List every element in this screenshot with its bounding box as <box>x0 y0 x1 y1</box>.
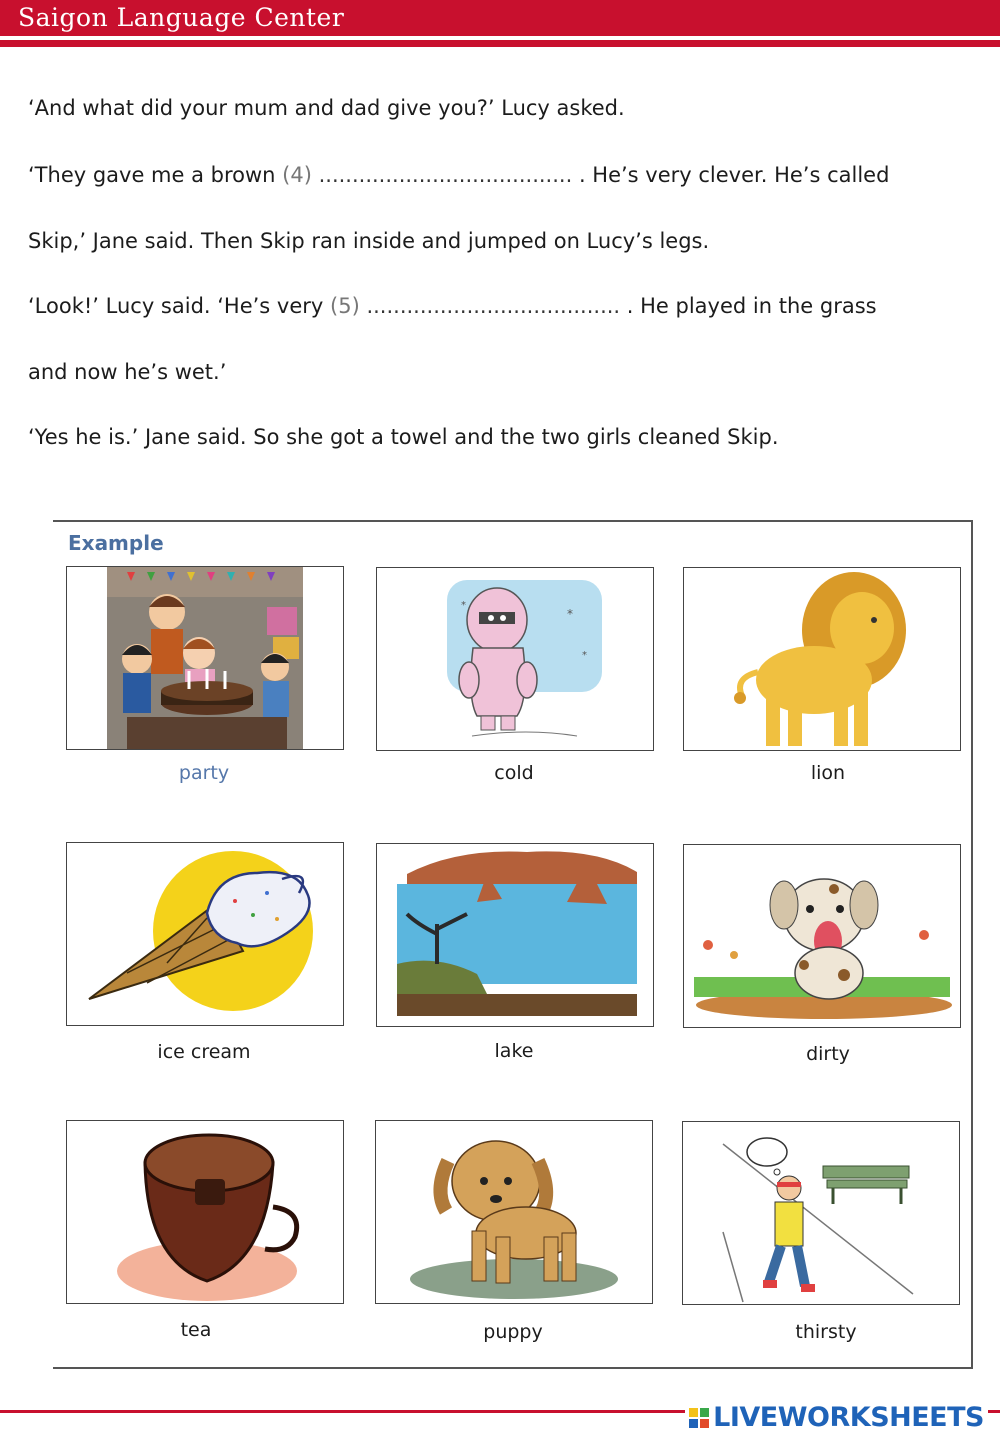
story-line-4 <box>28 294 877 318</box>
caption-cold: cold <box>494 762 534 784</box>
cold-picture <box>376 567 654 751</box>
puppy-picture <box>375 1120 653 1304</box>
ice-cream-illustration <box>67 843 343 1025</box>
story-line-1: ‘And what did your mum and dad give you?’ Lucy asked. <box>28 96 625 120</box>
caption-dirty: dirty <box>806 1043 850 1065</box>
party-illustration <box>67 567 343 749</box>
blank-4-number: (4) <box>282 163 312 187</box>
caption-party: party <box>178 762 230 784</box>
dirty-dog-illustration <box>684 845 960 1027</box>
story-line-6: ‘Yes he is.’ Jane said. So she got a towel and the two girls cleaned Skip. <box>28 425 779 449</box>
thirsty-boy-illustration <box>683 1122 959 1304</box>
blank-4-dots[interactable]: ...................................... <box>311 163 573 187</box>
story-line-3: Skip,’ Jane said. Then Skip ran inside and jumped on Lucy’s legs. <box>28 229 710 253</box>
story-line-2-pre: ‘They gave me a brown <box>28 163 283 187</box>
caption-ice-cream: ice cream <box>157 1041 251 1063</box>
lake-illustration <box>377 844 653 1026</box>
header-bar <box>0 0 1000 36</box>
liveworksheets-logo <box>685 1402 988 1433</box>
story-line-4-post: . He played in the grass <box>620 294 877 318</box>
thirsty-picture <box>682 1121 960 1305</box>
story-line-4-pre: ‘Look!’ Lucy said. ‘He’s very <box>28 294 331 318</box>
story-line-5: and now he’s wet.’ <box>28 360 227 384</box>
puppy-illustration <box>376 1121 652 1303</box>
svg-text:*: * <box>582 650 587 661</box>
story-line-2 <box>28 163 889 187</box>
caption-lake: lake <box>494 1040 534 1062</box>
svg-text:*: * <box>567 607 573 621</box>
caption-lion: lion <box>810 762 846 784</box>
blank-5-dots[interactable]: ...................................... <box>359 294 621 318</box>
logo-text: LIVEWORKSHEETS <box>713 1402 984 1433</box>
lake-picture <box>376 843 654 1027</box>
blank-5-number: (5) <box>330 294 360 318</box>
caption-tea: tea <box>180 1319 212 1341</box>
example-label: Example <box>68 531 164 555</box>
header-title: Saigon Language Center <box>18 3 345 32</box>
lion-illustration <box>684 568 960 750</box>
cold-illustration <box>377 568 653 750</box>
dirty-picture <box>683 844 961 1028</box>
tea-illustration <box>67 1121 343 1303</box>
party-picture <box>66 566 344 750</box>
ice-cream-picture <box>66 842 344 1026</box>
tea-picture <box>66 1120 344 1304</box>
header-divider <box>0 40 1000 47</box>
caption-puppy: puppy <box>483 1321 543 1343</box>
lion-picture <box>683 567 961 751</box>
svg-text:*: * <box>461 600 466 611</box>
story-line-2-post: . He’s very clever. He’s called <box>572 163 890 187</box>
logo-blocks-icon <box>689 1408 709 1428</box>
caption-thirsty: thirsty <box>795 1321 857 1343</box>
